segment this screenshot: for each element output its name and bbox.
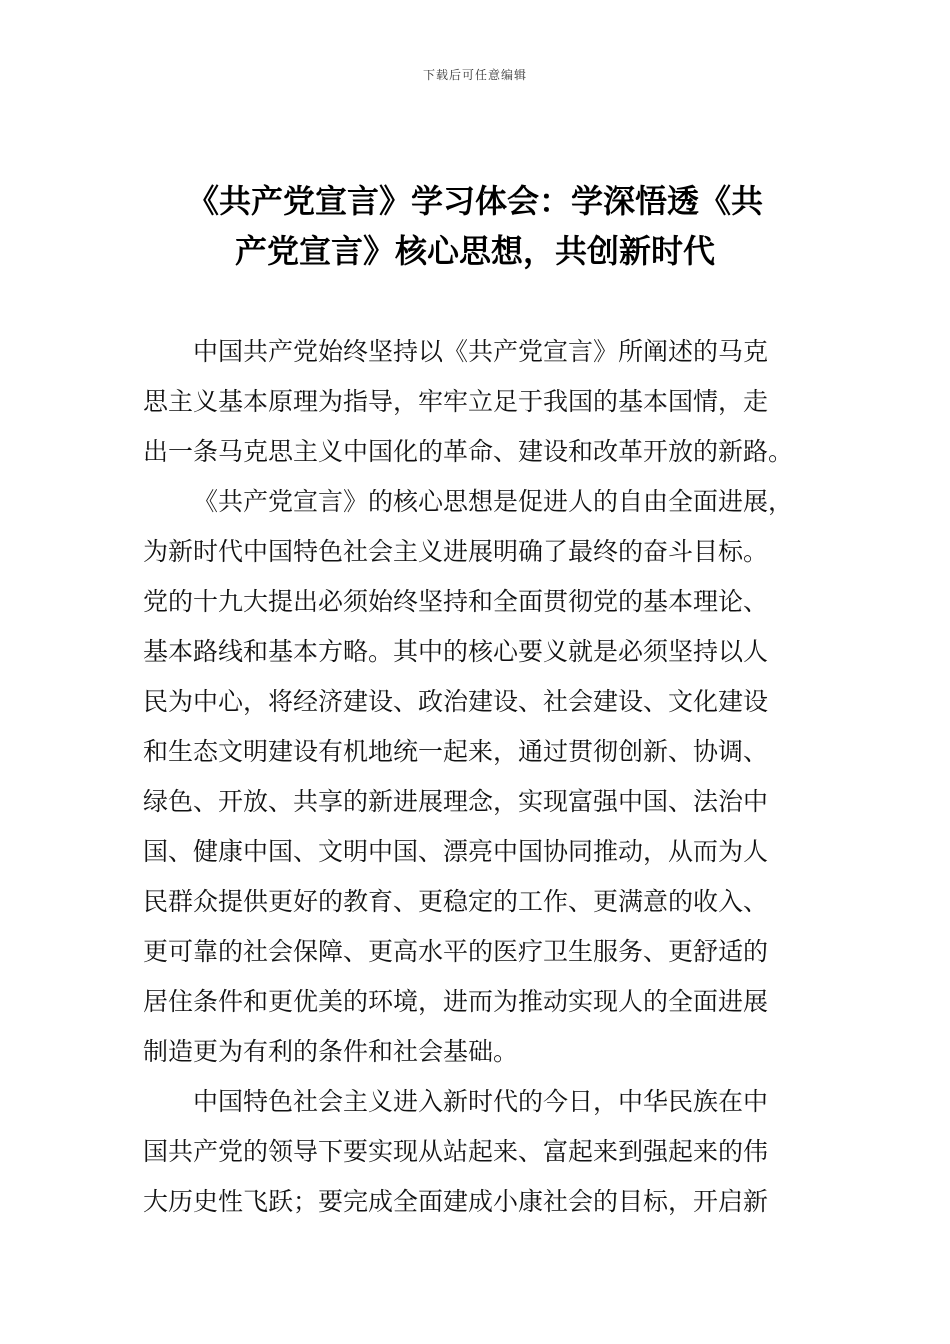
paragraph-2-line-6: 和生态文明建设有机地统一起来，通过贯彻创新、协调、 bbox=[143, 737, 769, 766]
paragraph-1-line-1: 中国共产党始终坚持以《共产党宣言》所阐述的马克 bbox=[193, 337, 769, 366]
paragraph-3-line-2: 国共产党的领导下要实现从站起来、富起来到强起来的伟 bbox=[143, 1137, 769, 1166]
title-line-1: 《共产党宣言》学习体会：学深悟透《共 bbox=[186, 182, 763, 220]
document-body bbox=[143, 327, 813, 1227]
paragraph-2-line-7: 绿色、开放、共享的新进展理念，实现富强中国、法治中 bbox=[143, 787, 769, 816]
paragraph-2-line-3: 党的十九大提出必须始终坚持和全面贯彻党的基本理论、 bbox=[143, 587, 769, 616]
paragraph-2-line-4: 基本路线和基本方略。其中的核心要义就是必须坚持以人 bbox=[143, 637, 769, 666]
paragraph-3-line-1: 中国特色社会主义进入新时代的今日，中华民族在中 bbox=[193, 1087, 769, 1116]
paragraph-2-line-9: 民群众提供更好的教育、更稳定的工作、更满意的收入、 bbox=[143, 887, 769, 916]
paragraph-3-line-3: 大历史性飞跃；要完成全面建成小康社会的目标，开启新 bbox=[143, 1187, 769, 1216]
paragraph-2-line-1: 《共产党宣言》的核心思想是促进人的自由全面进展， bbox=[193, 487, 794, 516]
paragraph-2-line-8: 国、健康中国、文明中国、漂亮中国协同推动，从而为人 bbox=[143, 837, 769, 866]
title-line-2: 产党宣言》核心思想，共创新时代 bbox=[234, 232, 715, 270]
paragraph-1-line-2: 思主义基本原理为指导，牢牢立足于我国的基本国情，走 bbox=[143, 387, 769, 416]
paragraph-2-line-5: 民为中心，将经济建设、政治建设、社会建设、文化建设 bbox=[143, 687, 769, 716]
paragraph-1-line-3: 出一条马克思主义中国化的革命、建设和改革开放的新路。 bbox=[143, 437, 794, 466]
paragraph-2-line-11: 居住条件和更优美的环境，进而为推动实现人的全面进展 bbox=[143, 987, 769, 1016]
paragraph-2-line-10: 更可靠的社会保障、更高水平的医疗卫生服务、更舒适的 bbox=[143, 937, 769, 966]
document-title bbox=[140, 176, 810, 276]
paragraph-2-line-12: 制造更为有利的条件和社会基础。 bbox=[143, 1037, 519, 1066]
page-header: 下载后可任意编辑 bbox=[422, 68, 527, 82]
paragraph-2-line-2: 为新时代中国特色社会主义进展明确了最终的奋斗目标。 bbox=[143, 537, 769, 566]
